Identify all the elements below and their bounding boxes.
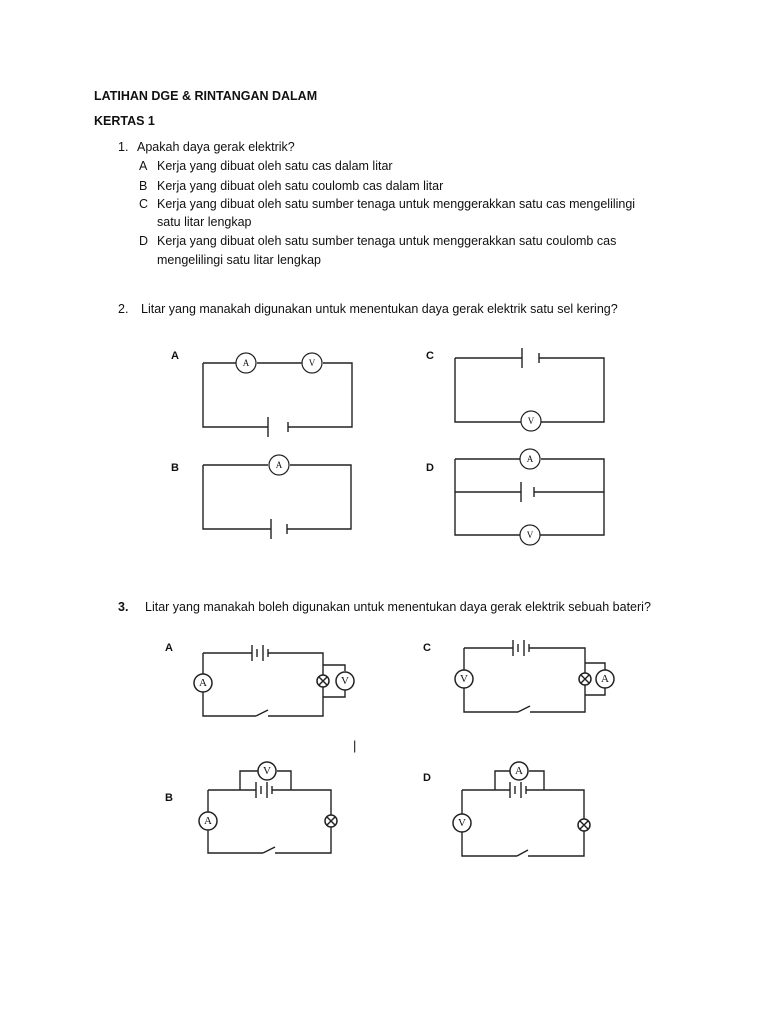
q3-label-b: B [165, 792, 173, 804]
svg-text:A: A [242, 358, 250, 368]
q1-option-letter: A [139, 159, 148, 173]
svg-text:A: A [526, 454, 534, 464]
q3-text: Litar yang manakah boleh digunakan untuk menentukan daya gerak elektrik sebuah bateri? [145, 600, 651, 614]
paper-label: KERTAS 1 [94, 114, 155, 128]
svg-text:V: V [263, 765, 271, 777]
switch-icon [517, 850, 528, 856]
q2-label-b: B [171, 462, 179, 474]
svg-text:V: V [308, 358, 316, 368]
q3-number: 3. [118, 600, 129, 614]
q2-label-d: D [426, 462, 434, 474]
q1-number: 1. [118, 140, 129, 154]
voltmeter-icon [453, 814, 471, 832]
q3-label-c: C [423, 642, 431, 654]
q1-option-letter: B [139, 179, 148, 193]
q2-label-c: C [426, 350, 434, 362]
svg-text:V: V [341, 675, 349, 687]
svg-text:A: A [515, 765, 523, 777]
ammeter-icon [510, 762, 528, 780]
q1-option-text: Kerja yang dibuat oleh satu sumber tenaga untuk menggerakkan satu cas mengelilingi [157, 197, 636, 211]
lamp-icon [578, 819, 590, 831]
svg-text:A: A [601, 673, 609, 685]
svg-text:V: V [458, 817, 466, 829]
q1-option-letter: D [139, 234, 149, 248]
q1-option-text: Kerja yang dibuat oleh satu cas dalam litar [157, 159, 393, 173]
q3-label-a: A [165, 642, 173, 654]
svg-text:V: V [460, 673, 468, 685]
q1-option-text: Kerja yang dibuat oleh satu coulomb cas dalam litar [157, 179, 444, 193]
q1-option-text-cont: mengelilingi satu litar lengkap [157, 253, 321, 267]
q3-label-d: D [423, 772, 431, 784]
q2-text: Litar yang manakah digunakan untuk menentukan daya gerak elektrik satu sel kering? [141, 302, 618, 316]
svg-text:V: V [527, 416, 535, 426]
svg-text:A: A [275, 460, 283, 470]
q1-text: Apakah daya gerak elektrik? [137, 140, 295, 154]
q2-label-a: A [171, 350, 179, 362]
svg-text:V: V [526, 530, 534, 540]
q1-option-text-cont: satu litar lengkap [157, 215, 252, 229]
svg-text:A: A [204, 815, 212, 827]
page-title: LATIHAN DGE & RINTANGAN DALAM [94, 89, 318, 103]
q1-option-letter: C [139, 197, 149, 211]
q1-option-text: Kerja yang dibuat oleh satu sumber tenaga untuk menggerakkan satu coulomb cas [157, 234, 617, 248]
svg-text:A: A [199, 677, 207, 689]
q2-number: 2. [118, 302, 129, 316]
stray-mark: | [353, 738, 357, 753]
